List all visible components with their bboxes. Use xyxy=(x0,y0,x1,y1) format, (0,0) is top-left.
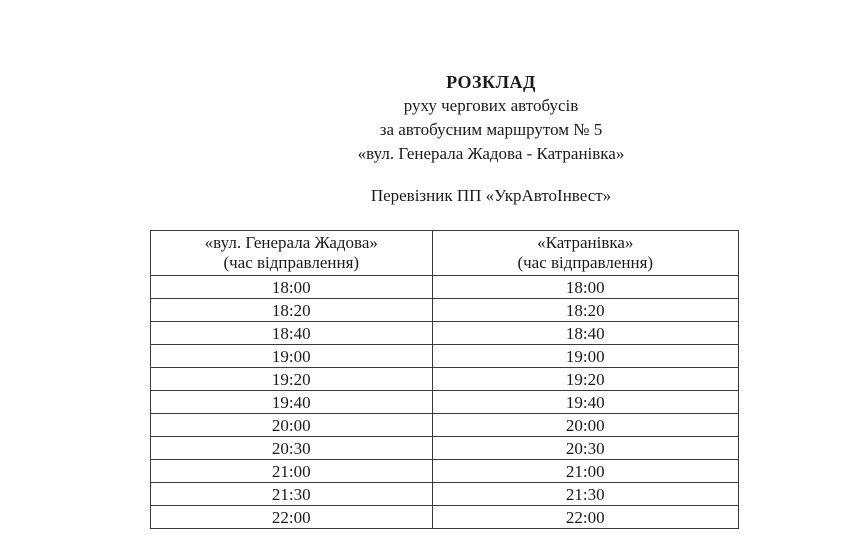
table-row xyxy=(151,391,739,414)
departure-time-cell: 21:00 xyxy=(151,460,433,483)
departure-time-cell: 18:00 xyxy=(432,276,738,299)
departure-time-cell: 18:40 xyxy=(151,322,433,345)
table-row xyxy=(151,460,739,483)
departure-time-cell: 21:30 xyxy=(432,483,738,506)
table-row xyxy=(151,322,739,345)
column-header-sub: (час відправлення) xyxy=(223,253,360,272)
column-header-zhadova xyxy=(151,231,433,276)
departure-time-cell: 20:30 xyxy=(432,437,738,460)
table-row xyxy=(151,506,739,529)
departure-time-cell: 18:20 xyxy=(432,299,738,322)
departure-time-cell: 21:00 xyxy=(432,460,738,483)
departure-time-cell: 20:00 xyxy=(151,414,433,437)
departure-time-cell: 19:20 xyxy=(151,368,433,391)
column-header-name: «Катранівка» xyxy=(537,233,634,252)
departure-time-cell: 18:40 xyxy=(432,322,738,345)
carrier-name: Перевізник ПП «УкрАвтоІнвест» xyxy=(370,186,612,205)
table-row xyxy=(151,414,739,437)
departure-time-cell: 19:00 xyxy=(151,345,433,368)
column-header-katranivka xyxy=(432,231,738,276)
departure-time-cell: 19:40 xyxy=(432,391,738,414)
departure-time-cell: 19:00 xyxy=(432,345,738,368)
departure-time-cell: 21:30 xyxy=(151,483,433,506)
departure-time-cell: 18:20 xyxy=(151,299,433,322)
departure-time-cell: 22:00 xyxy=(151,506,433,529)
table-header-row xyxy=(151,231,739,276)
table-row xyxy=(151,483,739,506)
departure-time-cell: 19:20 xyxy=(432,368,738,391)
departure-time-cell: 18:00 xyxy=(151,276,433,299)
table-row xyxy=(151,276,739,299)
table-row xyxy=(151,437,739,460)
subtitle-line-1: руху чергових автобусів xyxy=(403,96,579,115)
document-title: РОЗКЛАД xyxy=(446,72,536,92)
departure-time-cell: 22:00 xyxy=(432,506,738,529)
table-row xyxy=(151,345,739,368)
schedule-table xyxy=(150,230,739,529)
subtitle-line-2: за автобусним маршрутом № 5 xyxy=(379,120,603,139)
table-row xyxy=(151,368,739,391)
document-header xyxy=(0,70,847,166)
departure-time-cell: 20:30 xyxy=(151,437,433,460)
departure-time-cell: 20:00 xyxy=(432,414,738,437)
departure-time-cell: 19:40 xyxy=(151,391,433,414)
table-row xyxy=(151,299,739,322)
column-header-name: «вул. Генерала Жадова» xyxy=(204,233,378,252)
route-name: «вул. Генерала Жадова - Катранівка» xyxy=(357,144,625,163)
column-header-sub: (час відправлення) xyxy=(517,253,654,272)
